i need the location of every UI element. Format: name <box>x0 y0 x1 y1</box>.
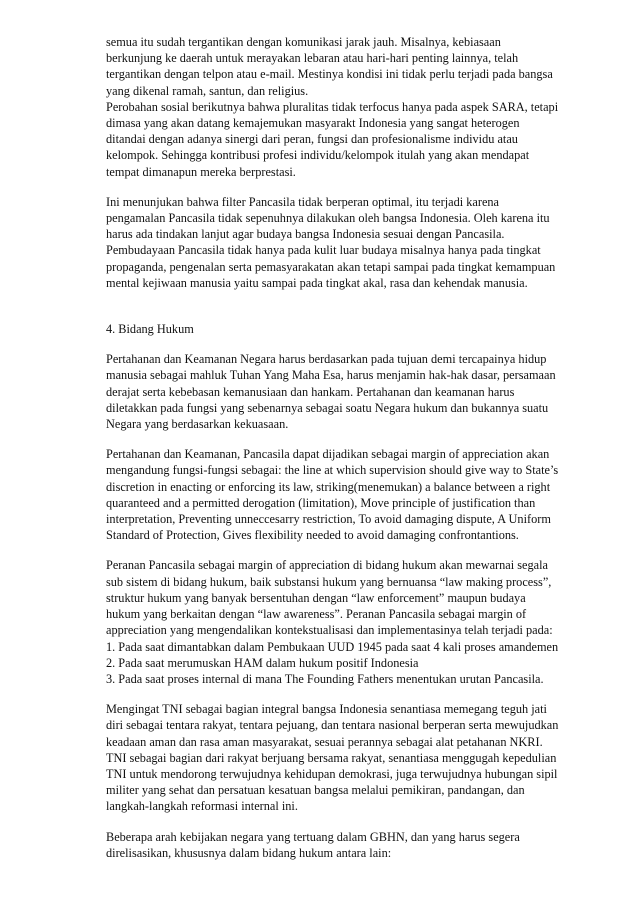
text-line: mental kejiwaan manusia yaitu sampai pada tingkat akal, rasa dan kehendak manusia. <box>106 275 528 290</box>
text-line: Pertahanan dan Keamanan Negara harus berdasarkan pada tujuan demi tercapainya hidup <box>106 352 547 367</box>
text-line: semua itu sudah tergantikan dengan komunikasi jarak jauh. Misalnya, kebiasaan <box>106 35 501 49</box>
text-line: Peranan Pancasila sebagai margin of appreciation di bidang hukum akan mewarnai segala <box>106 558 548 573</box>
text-line: Perobahan sosial berikutnya bahwa pluralitas tidak terfocus hanya pada aspek SARA, tetapi <box>106 99 559 114</box>
text-line: direlisasikan, khususnya dalam bidang hukum antara lain: <box>106 845 392 860</box>
text-line: harus ada tindakan lanjut agar budaya bangsa Indonesia sesuai dengan Pancasila. <box>106 227 505 242</box>
text-line: yang dikenal ramah, santun, dan religius. <box>106 83 309 98</box>
text-line: struktur hukum yang banyak bersentuhan dengan “law enforcement” maupun budaya <box>106 590 526 605</box>
text-line: interpretation, Preventing unneccesarry restriction, To avoid damaging dispute, A Uniform <box>106 512 551 527</box>
text-line: TNI untuk mendorong terwujudnya kehidupan demokrasi, juga terwujudnya hubungan sipil <box>106 766 558 781</box>
list-item: 2. Pada saat merumuskan HAM dalam hukum positif Indonesia <box>106 655 419 670</box>
text-line: kelompok. Sehingga kontribusi profesi individu/kelompok itulah yang akan mendapat <box>106 148 530 163</box>
text-line: Standard of Protection, Gives flexibility needed to avoid damaging confrontantions. <box>106 528 519 543</box>
text-line: ditandai dengan adanya sinergi dari peran, fungsi dan profesionalisme individu atau <box>106 132 518 147</box>
text-line: appreciation yang mengendalikan kontekstualisasi dan implementasinya telah terjadi pada: <box>106 623 553 638</box>
paragraph-gbhn-policy <box>106 829 580 861</box>
text-line: derajat serta kebebasan kemanusiaan dan hankam. Pertahanan dan keamanan harus <box>106 384 515 399</box>
text-line: tempat dimanapun mereka berprestasi. <box>106 164 296 179</box>
paragraph-defense-security <box>106 351 580 432</box>
text-line: Ini menunjukan bahwa filter Pancasila tidak berperan optimal, itu terjadi karena <box>106 194 500 209</box>
text-line: diletakkan pada fungsi yang sebenarnya sebagai soatu Negara hukum dan bukannya suatu <box>106 400 549 415</box>
text-line: berkunjung ke daerah untuk merayakan lebaran atau hari-hari penting lainnya, telah <box>106 51 519 66</box>
text-line: langkah-langkah reformasi internal ini. <box>106 799 298 814</box>
text-line: Mengingat TNI sebagai bagian integral bangsa Indonesia senantiasa memegang teguh jati <box>106 702 547 717</box>
text-line: diri sebagai tentara rakyat, tentara pejuang, dan tentara nasional berperan serta mewujudkan <box>106 718 559 733</box>
text-line: Pembudayaan Pancasila tidak hanya pada kulit luar budaya misalnya hanya pada tingkat <box>106 243 541 258</box>
paragraph-pancasila-filter <box>106 194 580 291</box>
text-line: tergantikan dengan telpon atau e-mail. Mestinya kondisi ini tidak perlu terjadi pada bangsa <box>106 67 553 82</box>
paragraph-margin-of-appreciation <box>106 446 580 543</box>
text-line: manusia sebagai mahluk Tuhan Yang Maha Esa, harus menjamin hak-hak dasar, persamaan <box>106 368 556 383</box>
text-line: keadaan aman dan rasa aman masyarakat, sesuai perannya sebagai alat petahanan NKRI. <box>106 734 543 749</box>
text-line: pengamalan Pancasila tidak sepenuhnya dilakukan oleh bangsa Indonesia. Oleh karena itu <box>106 211 550 226</box>
paragraph-legal-role <box>106 557 580 687</box>
text-line: TNI sebagai bagian dari rakyat berjuang bersama rakyat, senantiasa menggugah kepedulian <box>106 750 557 765</box>
text-line: propaganda, pengenalan serta pemasyarakatan akan tetapi sampai pada tingkat kemampuan <box>106 259 556 274</box>
paragraph-social-change <box>106 34 580 180</box>
section-heading <box>106 321 580 337</box>
text-line: militer yang sehat dan persatuan kesatuan bangsa melalui pemikiran, pandangan, dan <box>106 783 525 798</box>
list-item: 1. Pada saat dimantabkan dalam Pembukaan UUD 1945 pada saat 4 kali proses amandemen <box>106 639 559 654</box>
text-line: dimasa yang akan datang kemajemukan masyarakt Indonesia yang sangat heterogen <box>106 116 520 131</box>
text-line: hukum yang berkaitan dengan “law awareness”. Peranan Pancasila sebagai margin of <box>106 607 527 622</box>
text-line: Pertahanan dan Keamanan, Pancasila dapat dijadikan sebagai margin of appreciation akan <box>106 447 550 462</box>
section-heading-text: 4. Bidang Hukum <box>106 322 194 337</box>
text-line: sub sistem di bidang hukum, baik substansi hukum yang bernuansa “law making process”, <box>106 574 552 589</box>
text-line: mengandung fungsi-fungsi sebagai: the line at which supervision should give way to State’s <box>106 463 559 478</box>
text-line: quaranteed and a permitted derogation (limitation), Move principle of justification than <box>106 495 536 510</box>
text-line: Negara yang berdasarkan kekuasaan. <box>106 417 289 432</box>
text-line: discretion in enacting or enforcing its law, striking(menemukan) a balance between a right <box>106 479 551 494</box>
list-item: 3. Pada saat proses internal di mana The Founding Fathers menentukan urutan Pancasila. <box>106 671 544 686</box>
paragraph-tni <box>106 701 580 814</box>
text-line: Beberapa arah kebijakan negara yang tertuang dalam GBHN, dan yang harus segera <box>106 829 520 844</box>
